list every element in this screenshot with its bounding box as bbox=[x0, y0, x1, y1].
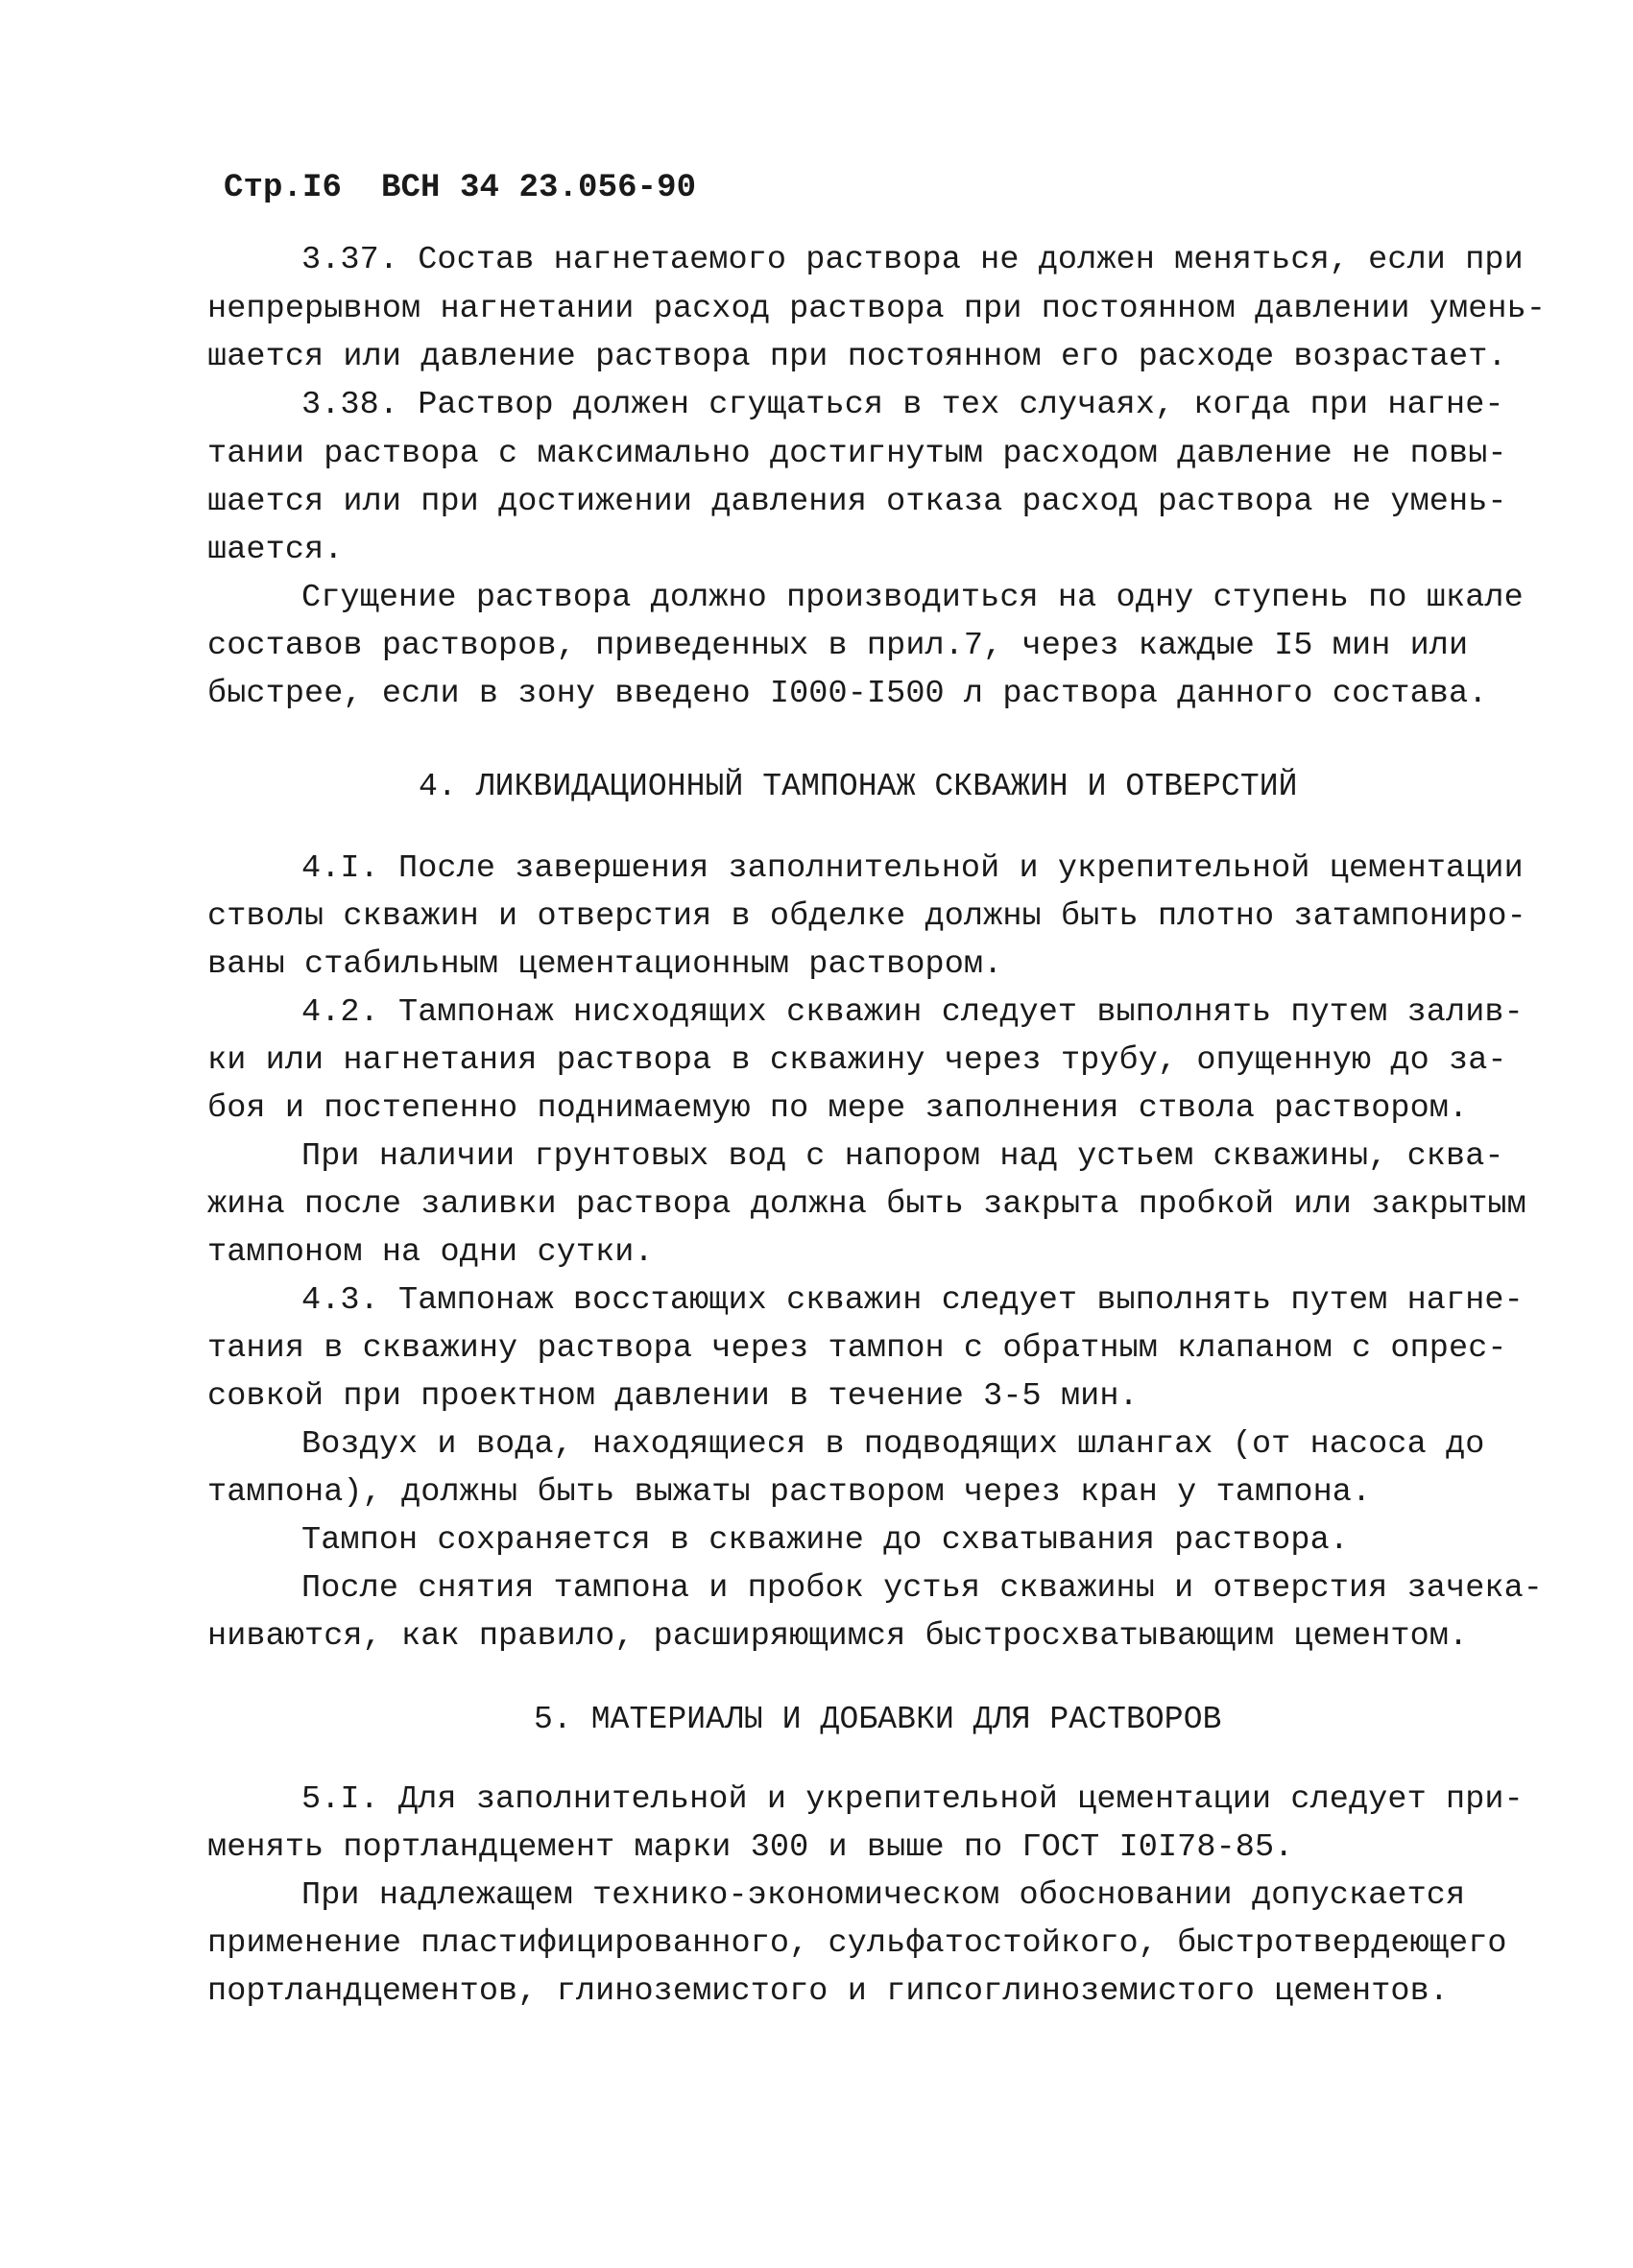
text-line: ваны стабильным цементационным раствором. bbox=[207, 946, 1003, 983]
text-line: После снятия тампона и пробок устья скважины и отверстия зачека- bbox=[301, 1570, 1544, 1607]
text-line: При наличии грунтовых вод с напором над устьем скважины, сква- bbox=[301, 1138, 1504, 1175]
text-line: составов растворов, приведенных в прил.7, через каждые I5 мин или bbox=[207, 628, 1469, 664]
text-line: Тампон сохраняется в скважине до схватывания раствора. bbox=[301, 1522, 1349, 1559]
section-heading: 4. ЛИКВИДАЦИОННЫЙ ТАМПОНАЖ СКВАЖИН И ОТВЕРСТИЙ bbox=[419, 769, 1298, 804]
text-line: ки или нагнетания раствора в скважину через трубу, опущенную до за- bbox=[207, 1042, 1507, 1079]
text-line: 4.3. Тампонаж восстающих скважин следует выполнять путем нагне- bbox=[301, 1282, 1524, 1319]
text-line: 4.I. После завершения заполнительной и укрепительной цементации bbox=[301, 850, 1524, 887]
text-line: 3.37. Состав нагнетаемого раствора не должен меняться, если при bbox=[301, 242, 1524, 278]
text-line: непрерывном нагнетании расход раствора при постоянном давлении умень- bbox=[207, 291, 1547, 327]
text-line: Воздух и вода, находящиеся в подводящих шлангах (от насоса до bbox=[301, 1426, 1485, 1463]
text-line: тания в скважину раствора через тампон с обратным клапаном с опрес- bbox=[207, 1330, 1507, 1367]
text-line: портландцементов, глиноземистого и гипсоглиноземистого цементов. bbox=[207, 1973, 1450, 2010]
text-line: тампоном на одни сутки. bbox=[207, 1234, 654, 1271]
page-header: Стр.I6 ВСН 34 23.056-90 bbox=[224, 170, 697, 206]
text-line: 5.I. Для заполнительной и укрепительной цементации следует при- bbox=[301, 1781, 1524, 1818]
text-line: быстрее, если в зону введено I000-I500 л раствора данного состава. bbox=[207, 676, 1488, 712]
text-line: жина после заливки раствора должна быть закрыта пробкой или закрытым bbox=[207, 1186, 1526, 1223]
text-line: 3.38. Раствор должен сгущаться в тех случаях, когда при нагне- bbox=[301, 387, 1504, 423]
text-line: боя и постепенно поднимаемую по мере заполнения ствола раствором. bbox=[207, 1090, 1469, 1127]
text-line: менять портландцемент марки 300 и выше по ГОСТ I0I78-85. bbox=[207, 1829, 1294, 1866]
text-line: ниваются, как правило, расширяющимся быстросхватывающим цементом. bbox=[207, 1618, 1469, 1655]
text-line: При надлежащем технико-экономическом обосновании допускается bbox=[301, 1877, 1466, 1914]
text-line: тампона), должны быть выжаты раствором через кран у тампона. bbox=[207, 1474, 1372, 1511]
text-line: 4.2. Тампонаж нисходящих скважин следует выполнять путем залив- bbox=[301, 994, 1524, 1031]
text-line: шается. bbox=[207, 532, 344, 568]
section-heading: 5. МАТЕРИАЛЫ И ДОБАВКИ ДЛЯ РАСТВОРОВ bbox=[534, 1702, 1222, 1737]
text-line: Сгущение раствора должно производиться на одну ступень по шкале bbox=[301, 580, 1524, 616]
text-line: тании раствора с максимально достигнутым расходом давление не повы- bbox=[207, 436, 1507, 472]
text-line: совкой при проектном давлении в течение 3-5 мин. bbox=[207, 1378, 1139, 1415]
text-line: применение пластифицированного, сульфатостойкого, быстротвердеющего bbox=[207, 1925, 1507, 1962]
text-line: шается или при достижении давления отказа расход раствора не умень- bbox=[207, 484, 1507, 520]
text-line: стволы скважин и отверстия в обделке должны быть плотно затампониро- bbox=[207, 898, 1526, 935]
text-line: шается или давление раствора при постоянном его расходе возрастает. bbox=[207, 339, 1507, 375]
